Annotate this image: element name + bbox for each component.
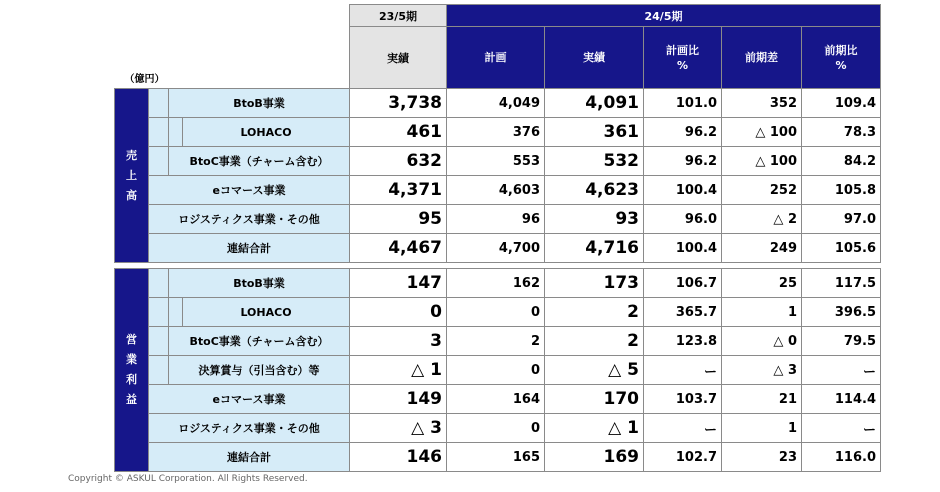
yoy-diff-cell: 23 [722, 443, 802, 472]
actual-cell: 169 [545, 443, 644, 472]
prev-actual-cell: 4,371 [350, 176, 447, 205]
actual-cell: 170 [545, 385, 644, 414]
prev-actual-cell: △ 3 [350, 414, 447, 443]
segment-name: eコマース事業 [149, 385, 350, 414]
segment-name: 決算賞与（引当含む）等 [169, 356, 350, 385]
indent-spacer [149, 298, 169, 327]
vs-plan-cell: 100.4 [644, 234, 722, 263]
plan-cell: 162 [447, 269, 545, 298]
yoy-pct-cell: 79.5 [802, 327, 881, 356]
header-yoy-diff: 前期差 [722, 27, 802, 89]
indent-spacer [149, 269, 169, 298]
segment-name: ロジスティクス事業・その他 [149, 414, 350, 443]
plan-cell: 164 [447, 385, 545, 414]
actual-cell: 4,623 [545, 176, 644, 205]
prev-actual-cell: 0 [350, 298, 447, 327]
prev-actual-cell: 149 [350, 385, 447, 414]
segment-name: 連結合計 [149, 234, 350, 263]
sales-section [115, 89, 881, 263]
yoy-pct-cell: 396.5 [802, 298, 881, 327]
header-actual: 実績 [545, 27, 644, 89]
table-row [115, 298, 881, 327]
yoy-diff-cell: 252 [722, 176, 802, 205]
actual-cell: 93 [545, 205, 644, 234]
plan-cell: 4,049 [447, 89, 545, 118]
indent-spacer [169, 298, 183, 327]
segment-name: LOHACO [183, 298, 350, 327]
table-row [115, 269, 881, 298]
plan-cell: 0 [447, 356, 545, 385]
plan-cell: 2 [447, 327, 545, 356]
actual-cell: 2 [545, 298, 644, 327]
section-label: 売 上 高 [115, 89, 149, 263]
copyright-text: Copyright © ASKUL Corporation. All Rights Reserved. [68, 474, 308, 484]
header-prev-actual: 実績 [350, 27, 447, 89]
actual-cell: △ 1 [545, 414, 644, 443]
yoy-diff-cell: 352 [722, 89, 802, 118]
vs-plan-cell: ー [644, 414, 722, 443]
header-yoy-pct: 前期比 % [802, 27, 881, 89]
yoy-pct-cell: 114.4 [802, 385, 881, 414]
yoy-pct-cell: 117.5 [802, 269, 881, 298]
segment-name: 連結合計 [149, 443, 350, 472]
prev-actual-cell: 146 [350, 443, 447, 472]
yoy-pct-cell: 105.8 [802, 176, 881, 205]
plan-cell: 0 [447, 298, 545, 327]
prev-actual-cell: 4,467 [350, 234, 447, 263]
actual-cell: 361 [545, 118, 644, 147]
financial-results-table [114, 4, 881, 472]
header-vs-plan: 計画比 % [644, 27, 722, 89]
vs-plan-cell: 103.7 [644, 385, 722, 414]
segment-name: BtoC事業（チャーム含む） [169, 327, 350, 356]
actual-cell: 4,091 [545, 89, 644, 118]
plan-cell: 165 [447, 443, 545, 472]
yoy-diff-cell: △ 2 [722, 205, 802, 234]
plan-cell: 0 [447, 414, 545, 443]
actual-cell: 532 [545, 147, 644, 176]
unit-label: （億円） [115, 5, 350, 89]
actual-cell: 4,716 [545, 234, 644, 263]
yoy-diff-cell: △ 3 [722, 356, 802, 385]
table-row [115, 205, 881, 234]
prev-actual-cell: △ 1 [350, 356, 447, 385]
table-row [115, 89, 881, 118]
indent-spacer [149, 147, 169, 176]
segment-name: BtoB事業 [169, 89, 350, 118]
prev-actual-cell: 632 [350, 147, 447, 176]
prev-actual-cell: 461 [350, 118, 447, 147]
table-row [115, 147, 881, 176]
plan-cell: 553 [447, 147, 545, 176]
table-row [115, 234, 881, 263]
yoy-pct-cell: 109.4 [802, 89, 881, 118]
header-plan: 計画 [447, 27, 545, 89]
segment-name: ロジスティクス事業・その他 [149, 205, 350, 234]
vs-plan-cell: ー [644, 356, 722, 385]
vs-plan-cell: 96.2 [644, 147, 722, 176]
yoy-pct-cell: 78.3 [802, 118, 881, 147]
vs-plan-cell: 101.0 [644, 89, 722, 118]
table-row [115, 118, 881, 147]
yoy-diff-cell: △ 100 [722, 118, 802, 147]
table-row [115, 176, 881, 205]
header-prev-period: 23/5期 [350, 5, 447, 27]
header-current-period: 24/5期 [447, 5, 881, 27]
segment-name: LOHACO [183, 118, 350, 147]
yoy-diff-cell: 21 [722, 385, 802, 414]
yoy-pct-cell: 84.2 [802, 147, 881, 176]
operating-profit-section [115, 269, 881, 472]
yoy-diff-cell: 25 [722, 269, 802, 298]
table-row [115, 356, 881, 385]
yoy-diff-cell: 1 [722, 298, 802, 327]
yoy-pct-cell: 105.6 [802, 234, 881, 263]
vs-plan-cell: 365.7 [644, 298, 722, 327]
yoy-pct-cell: ー [802, 414, 881, 443]
prev-actual-cell: 3 [350, 327, 447, 356]
prev-actual-cell: 147 [350, 269, 447, 298]
segment-name: BtoC事業（チャーム含む） [169, 147, 350, 176]
table-row [115, 327, 881, 356]
vs-plan-cell: 100.4 [644, 176, 722, 205]
section-label: 営 業 利 益 [115, 269, 149, 472]
vs-plan-cell: 123.8 [644, 327, 722, 356]
plan-cell: 96 [447, 205, 545, 234]
vs-plan-cell: 96.0 [644, 205, 722, 234]
yoy-diff-cell: 1 [722, 414, 802, 443]
yoy-diff-cell: △ 0 [722, 327, 802, 356]
yoy-diff-cell: 249 [722, 234, 802, 263]
yoy-pct-cell: 97.0 [802, 205, 881, 234]
indent-spacer [149, 118, 169, 147]
prev-actual-cell: 3,738 [350, 89, 447, 118]
vs-plan-cell: 102.7 [644, 443, 722, 472]
indent-spacer [149, 356, 169, 385]
plan-cell: 4,603 [447, 176, 545, 205]
actual-cell: 2 [545, 327, 644, 356]
indent-spacer [149, 89, 169, 118]
yoy-pct-cell: 116.0 [802, 443, 881, 472]
actual-cell: △ 5 [545, 356, 644, 385]
table-row [115, 414, 881, 443]
yoy-pct-cell: ー [802, 356, 881, 385]
plan-cell: 4,700 [447, 234, 545, 263]
actual-cell: 173 [545, 269, 644, 298]
prev-actual-cell: 95 [350, 205, 447, 234]
segment-name: BtoB事業 [169, 269, 350, 298]
segment-name: eコマース事業 [149, 176, 350, 205]
indent-spacer [149, 327, 169, 356]
table-row [115, 443, 881, 472]
yoy-diff-cell: △ 100 [722, 147, 802, 176]
vs-plan-cell: 96.2 [644, 118, 722, 147]
vs-plan-cell: 106.7 [644, 269, 722, 298]
indent-spacer [169, 118, 183, 147]
table-row [115, 385, 881, 414]
plan-cell: 376 [447, 118, 545, 147]
